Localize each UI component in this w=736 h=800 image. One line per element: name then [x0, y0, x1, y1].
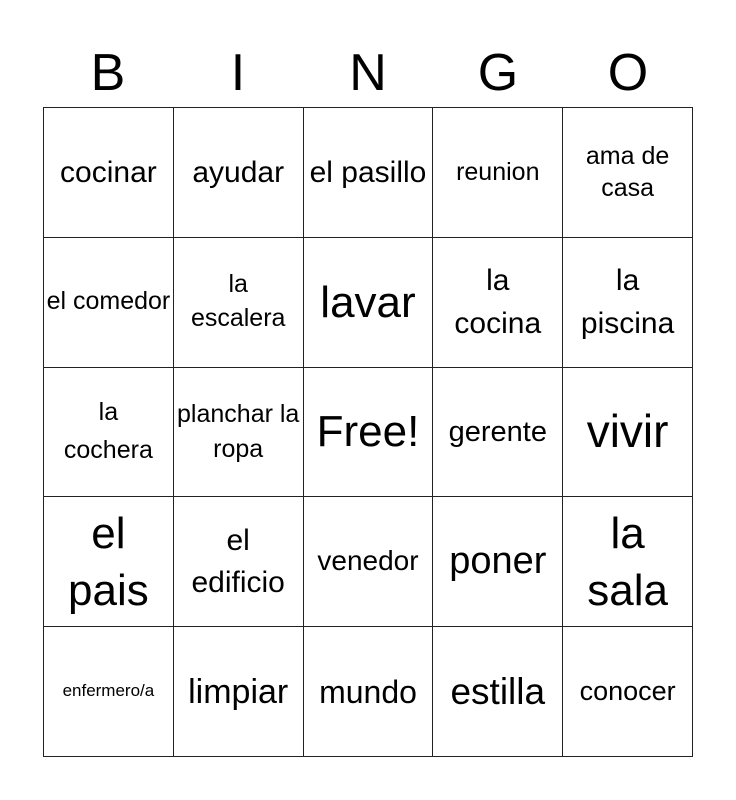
bingo-cell[interactable] [563, 497, 693, 627]
bingo-cell[interactable] [174, 368, 304, 498]
cell-text: vivir [586, 405, 669, 458]
bingo-cell[interactable] [563, 108, 693, 238]
free-space-cell[interactable] [304, 368, 434, 498]
bingo-cell[interactable] [433, 497, 563, 627]
header-letter-i: I [230, 44, 246, 102]
bingo-cell[interactable] [174, 108, 304, 238]
bingo-cell[interactable] [44, 497, 174, 627]
bingo-cell[interactable] [563, 238, 693, 368]
cell-text: enfermero/a [62, 681, 155, 701]
bingo-cell[interactable] [433, 238, 563, 368]
header-letter-b: B [90, 44, 126, 102]
cell-text: limpiar [188, 672, 289, 711]
cell-text: ama de casa [585, 141, 670, 203]
bingo-board [43, 107, 693, 757]
bingo-cell[interactable] [174, 497, 304, 627]
bingo-cell[interactable] [304, 238, 434, 368]
cell-text: planchar la ropa [177, 399, 300, 463]
bingo-header [43, 40, 693, 106]
cell-text: el pasillo [309, 155, 427, 189]
bingo-cell[interactable] [304, 497, 434, 627]
cell-text: la cocina [454, 263, 542, 341]
bingo-cell[interactable] [44, 368, 174, 498]
bingo-cell[interactable] [44, 108, 174, 238]
bingo-cell[interactable] [433, 627, 563, 757]
cell-text: la sala [587, 508, 668, 615]
header-letter-n: N [349, 44, 387, 102]
cell-text: el comedor [46, 287, 171, 316]
bingo-cell[interactable] [563, 368, 693, 498]
cell-text: mundo [319, 673, 417, 710]
cell-text: poner [449, 540, 547, 583]
header-letter-g: G [477, 44, 519, 102]
bingo-cell[interactable] [174, 627, 304, 757]
cell-text: venedor [317, 545, 419, 577]
bingo-cell[interactable] [433, 368, 563, 498]
cell-text: lavar [320, 277, 416, 327]
bingo-cell[interactable] [44, 238, 174, 368]
header-letter-o: O [607, 44, 649, 102]
cell-text: estilla [450, 670, 546, 712]
cell-text: reunion [456, 158, 540, 187]
bingo-cell[interactable] [304, 108, 434, 238]
bingo-cell[interactable] [44, 627, 174, 757]
free-space-text: Free! [316, 407, 420, 457]
cell-text: la escalera [190, 270, 286, 333]
bingo-cell[interactable] [174, 238, 304, 368]
bingo-cell[interactable] [433, 108, 563, 238]
cell-text: cocinar [60, 155, 157, 189]
cell-text: el pais [68, 508, 149, 615]
cell-text: gerente [448, 415, 547, 448]
cell-text: la cochera [63, 398, 153, 464]
cell-text: la piscina [580, 263, 675, 341]
bingo-cell[interactable] [304, 627, 434, 757]
cell-text: el edificio [191, 523, 285, 599]
bingo-cell[interactable] [563, 627, 693, 757]
cell-text: ayudar [192, 155, 285, 189]
cell-text: conocer [579, 676, 676, 707]
